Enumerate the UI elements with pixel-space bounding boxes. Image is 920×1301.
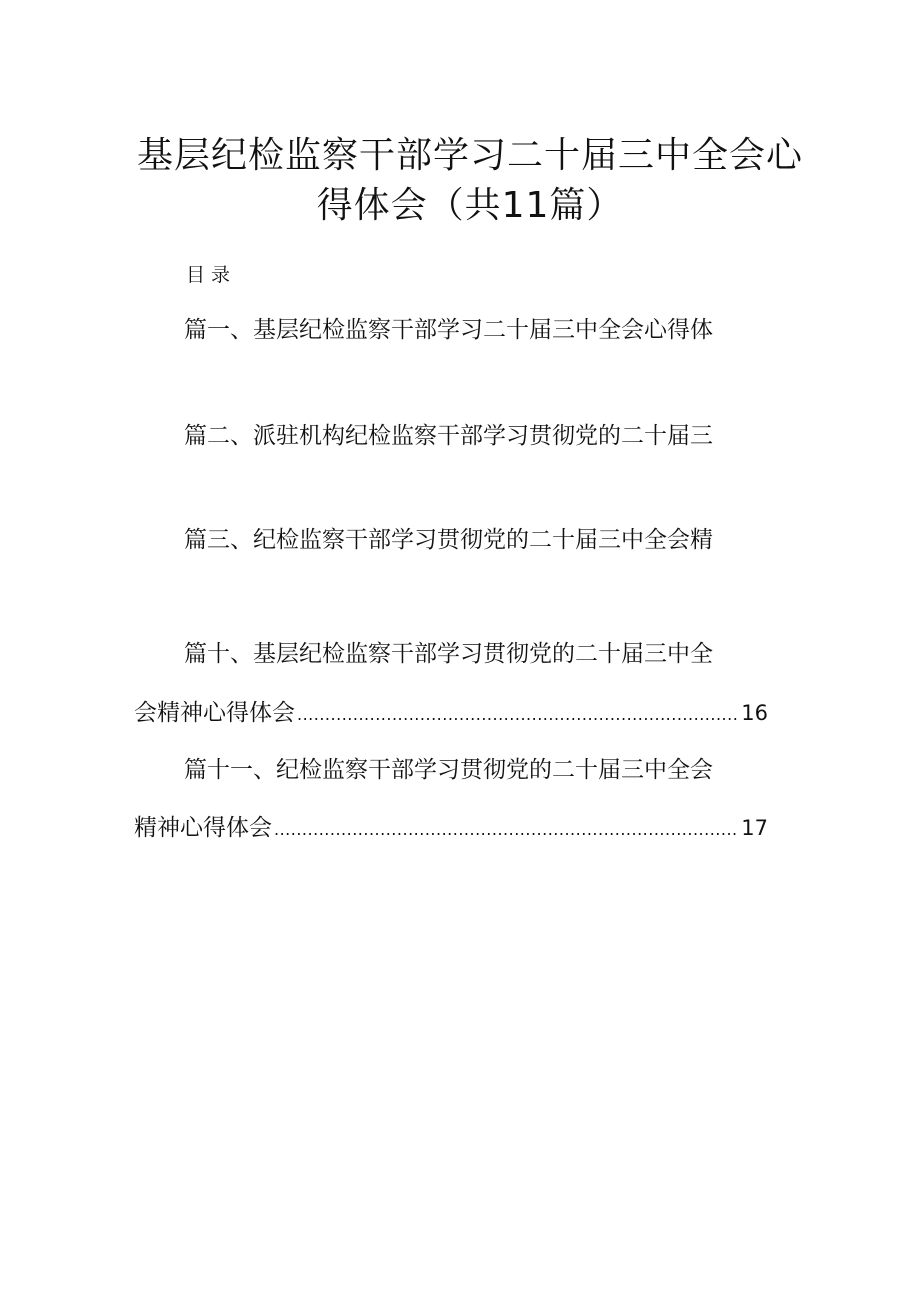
toc-entry-11-continuation[interactable] <box>134 812 768 846</box>
toc-entry-10-continuation-text: 会精神心得体会 <box>134 700 295 726</box>
toc-entry-10-continuation[interactable] <box>134 697 768 731</box>
toc-page-number: 17 <box>741 816 768 840</box>
document-title-line-1: 基层纪检监察干部学习二十届三中全会心 <box>136 135 803 176</box>
toc-entry-2[interactable]: 篇二、派驻机构纪检监察干部学习贯彻党的二十届三 <box>184 423 713 449</box>
toc-entry-11[interactable]: 篇十一、纪检监察干部学习贯彻党的二十届三中全会 <box>184 757 713 783</box>
toc-entry-1[interactable]: 篇一、基层纪检监察干部学习二十届三中全会心得体 <box>184 317 713 343</box>
toc-entry-10[interactable]: 篇十、基层纪检监察干部学习贯彻党的二十届三中全 <box>184 641 713 667</box>
toc-page-number: 16 <box>741 701 768 725</box>
toc-entry-11-continuation-text: 精神心得体会 <box>134 815 272 841</box>
toc-leader-dots <box>297 699 739 731</box>
toc-entry-3[interactable]: 篇三、纪检监察干部学习贯彻党的二十届三中全会精 <box>184 527 713 553</box>
toc-heading: 目录 <box>186 264 237 286</box>
toc-leader-dots <box>274 814 739 846</box>
document-title-line-2: 得体会（共11篇） <box>316 185 624 226</box>
